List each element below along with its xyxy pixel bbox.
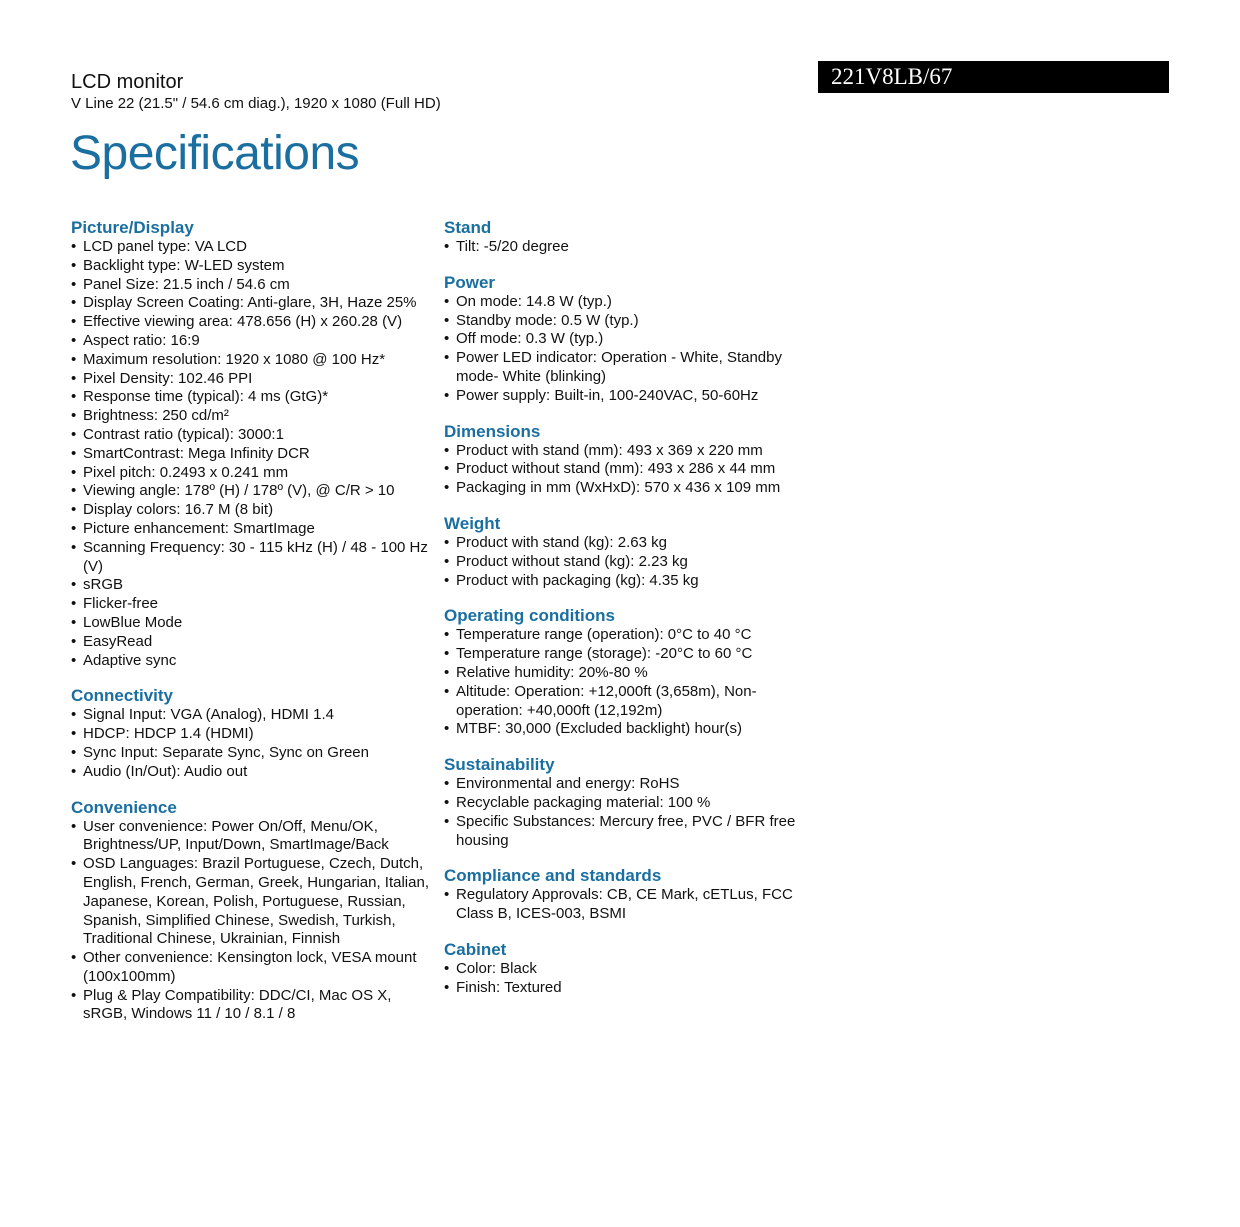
spec-item: • Power supply: Built-in, 100-240VAC, 50-60Hz [444,387,804,406]
spec-item: • Pixel Density: 102.46 PPI [71,370,431,389]
spec-item: • Power LED indicator: Operation - White, Standby mode- White (blinking) [444,349,804,387]
section-heading: Connectivity [71,686,174,706]
spec-item: • Adaptive sync [71,652,431,671]
spec-item: • Maximum resolution: 1920 x 1080 @ 100 Hz* [71,351,431,370]
spec-item: • Packaging in mm (WxHxD): 570 x 436 x 109 mm [444,479,804,498]
section-heading: Operating conditions [444,606,615,626]
section-heading: Power [444,272,496,292]
spec-item: • Standby mode: 0.5 W (typ.) [444,312,804,331]
spec-item: • Sync Input: Separate Sync, Sync on Green [71,744,431,763]
spec-item: • Product without stand (kg): 2.23 kg [444,553,804,572]
spec-section-connectivity [71,686,431,781]
page-title: Specifications [70,127,360,180]
spec-item: • Response time (typical): 4 ms (GtG)* [71,388,431,407]
section-heading: Sustainability [444,755,555,775]
section-heading: Weight [444,513,501,533]
spec-item: • Signal Input: VGA (Analog), HDMI 1.4 [71,706,431,725]
spec-section-cabinet [444,940,804,998]
spec-section-sustainability [444,755,804,850]
spec-item: • On mode: 14.8 W (typ.) [444,293,804,312]
spec-item: • Contrast ratio (typical): 3000:1 [71,426,431,445]
product-subtitle: V Line 22 (21.5" / 54.6 cm diag.), 1920 x 1080 (Full HD) [71,95,441,112]
spec-item: • sRGB [71,576,431,595]
section-heading: Dimensions [444,421,541,441]
spec-item: • Display colors: 16.7 M (8 bit) [71,501,431,520]
spec-item: • Temperature range (storage): -20°C to 60 °C [444,645,804,664]
section-heading: Compliance and standards [444,866,662,886]
spec-item: • Altitude: Operation: +12,000ft (3,658m), Non-operation: +40,000ft (12,192m) [444,683,804,721]
spec-item: • Tilt: -5/20 degree [444,238,804,257]
spec-section-weight [444,514,804,590]
spec-item: • Finish: Textured [444,979,804,998]
spec-list [71,706,431,781]
spec-list [444,960,804,998]
spec-item: • Product without stand (mm): 493 x 286 x 44 mm [444,460,804,479]
section-heading: Picture/Display [71,218,194,237]
spec-item: • Scanning Frequency: 30 - 115 kHz (H) / 48 - 100 Hz (V) [71,539,431,577]
spec-list [444,238,804,257]
spec-item: • Off mode: 0.3 W (typ.) [444,330,804,349]
spec-list [444,534,804,590]
spec-section-compliance-and-standards [444,866,804,924]
spec-section-stand [444,218,804,257]
spec-item: • Backlight type: W-LED system [71,257,431,276]
spec-item: • Regulatory Approvals: CB, CE Mark, cETLus, FCC Class B, ICES-003, BSMI [444,886,804,924]
spec-item: • Panel Size: 21.5 inch / 54.6 cm [71,276,431,295]
section-heading: Convenience [71,797,177,817]
spec-item: • Audio (In/Out): Audio out [71,763,431,782]
spec-item: • Flicker-free [71,595,431,614]
spec-item: • Pixel pitch: 0.2493 x 0.241 mm [71,464,431,483]
spec-item: • Temperature range (operation): 0°C to 40 °C [444,626,804,645]
spec-list [444,626,804,739]
spec-section-dimensions [444,422,804,498]
spec-item: • Brightness: 250 cd/m² [71,407,431,426]
product-type: LCD monitor [71,71,184,93]
spec-column-left [71,218,431,1040]
spec-item: • EasyRead [71,633,431,652]
spec-list [71,238,431,670]
spec-item: • Product with stand (mm): 493 x 369 x 220 mm [444,442,804,461]
spec-item: • LCD panel type: VA LCD [71,238,431,257]
spec-item: • Specific Substances: Mercury free, PVC / BFR free housing [444,813,804,851]
spec-item: • User convenience: Power On/Off, Menu/OK, Brightness/UP, Input/Down, SmartImage/Back [71,818,431,856]
spec-item: • Plug & Play Compatibility: DDC/CI, Mac OS X, sRGB, Windows 11 / 10 / 8.1 / 8 [71,987,431,1025]
spec-list [71,818,431,1025]
spec-section-operating-conditions [444,606,804,739]
spec-item: • Product with packaging (kg): 4.35 kg [444,572,804,591]
section-heading: Cabinet [444,939,507,959]
spec-item: • MTBF: 30,000 (Excluded backlight) hour(s) [444,720,804,739]
spec-item: • Viewing angle: 178º (H) / 178º (V), @ C/R > 10 [71,482,431,501]
spec-item: • Product with stand (kg): 2.63 kg [444,534,804,553]
spec-item: • OSD Languages: Brazil Portuguese, Czech, Dutch, English, French, German, Greek, Hungarian, Italian, Japanese, Korean, Polish, Portuguese, Russian, Spanish, Simplified Chinese, Swedish, Turkish, Traditional Chinese, Ukrainian, Finnish [71,855,431,949]
section-heading: Stand [444,218,492,237]
spec-list [444,442,804,498]
spec-item: • Aspect ratio: 16:9 [71,332,431,351]
spec-item: • SmartContrast: Mega Infinity DCR [71,445,431,464]
spec-section-picture-display [71,218,431,670]
spec-item: • Other convenience: Kensington lock, VESA mount (100x100mm) [71,949,431,987]
spec-list [444,886,804,924]
spec-item: • Environmental and energy: RoHS [444,775,804,794]
spec-list [444,293,804,406]
spec-section-convenience [71,798,431,1025]
spec-section-power [444,273,804,406]
spec-list [444,775,804,850]
spec-item: • Relative humidity: 20%-80 % [444,664,804,683]
model-badge: 221V8LB/67 [818,61,1169,93]
spec-item: • LowBlue Mode [71,614,431,633]
spec-item: • Effective viewing area: 478.656 (H) x 260.28 (V) [71,313,431,332]
spec-column-right [444,218,804,1014]
spec-item: • HDCP: HDCP 1.4 (HDMI) [71,725,431,744]
spec-item: • Recyclable packaging material: 100 % [444,794,804,813]
spec-item: • Picture enhancement: SmartImage [71,520,431,539]
spec-item: • Display Screen Coating: Anti-glare, 3H, Haze 25% [71,294,431,313]
spec-item: • Color: Black [444,960,804,979]
